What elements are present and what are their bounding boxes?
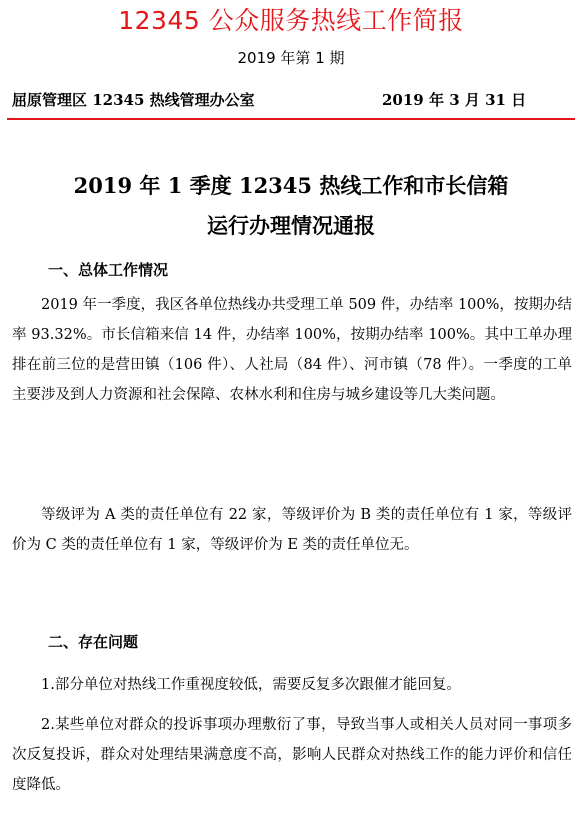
- problem-item-1: 1.部分单位对热线工作重视度较低，需要反复多次跟催才能回复。: [41, 677, 461, 693]
- issue-date: 2019 年 3 月 31 日: [382, 91, 527, 109]
- problem-item-2: 2.某些单位对群众的投诉事项办理敷衍了事，导致当事人或相关人员对同一事项多次反复投诉，群众对处理结果满意度不高，影响人民群众对热线工作的能力评价和信任度降低。: [12, 717, 572, 793]
- red-divider-rule: [7, 118, 575, 120]
- document-title: [0, 166, 582, 246]
- overall-paragraph-2: 等级评为 A 类的责任单位有 22 家，等级评价为 B 类的责任单位有 1 家，等级评价为 C 类的责任单位有 1 家，等级评价为 E 类的责任单位无。: [12, 507, 572, 553]
- issue-number: 2019 年第 1 期: [237, 49, 345, 67]
- bulletin-masthead-title: 12345 公众服务热线工作简报: [118, 6, 464, 35]
- section-heading-problems: 二、存在问题: [48, 633, 139, 651]
- document-title-line-1: 2019 年 1 季度 12345 热线工作和市长信箱: [73, 173, 509, 198]
- overall-paragraph-1: 2019 年一季度，我区各单位热线办共受理工单 509 件，办结率 100%，按期办结率 93.32%。市长信箱来信 14 件，办结率 100%，按期办结率 100%。其中工单办理排在前三位的是营田镇（106 件）、人社局（84 件）、河市镇（78 件）。一季度的工单主要涉及到人力资源和社会保障、农林水利和住房与城乡建设等几大类问题。: [12, 297, 572, 403]
- issuing-office: 屈原管理区 12345 热线管理办公室: [12, 91, 255, 109]
- document-title-line-2: 运行办理情况通报: [207, 213, 375, 238]
- section-heading-overall: 一、总体工作情况: [48, 261, 169, 279]
